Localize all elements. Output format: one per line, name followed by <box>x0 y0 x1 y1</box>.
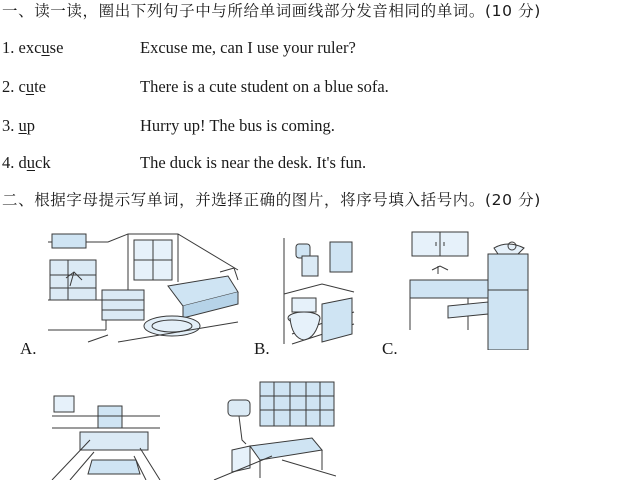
item-1-word: 1. excuse <box>2 38 64 57</box>
option-c-label: C. <box>382 339 398 358</box>
section2-heading: 二、根据字母提示写单词，并选择正确的图片，将序号填入括号内。(20 分) <box>2 191 541 209</box>
item-3-word: 3. up <box>2 116 35 135</box>
item-1-sentence: Excuse me, can I use your ruler? <box>140 38 356 57</box>
study-picture <box>212 380 336 480</box>
item-4-word: 4. duck <box>2 153 51 172</box>
kitchen-picture <box>408 230 532 350</box>
item-3-sentence: Hurry up! The bus is coming. <box>140 116 335 135</box>
bathroom-picture <box>282 234 356 346</box>
item-4-sentence: The duck is near the desk. It's fun. <box>140 153 367 172</box>
option-b-label: B. <box>254 339 270 358</box>
section1-heading: 一、读一读，圈出下列句子中与所给单词画线部分发音相同的单词。(10 分) <box>2 2 541 20</box>
bedroom-picture <box>48 230 240 345</box>
option-a-label: A. <box>20 339 37 358</box>
living-room-picture <box>50 392 162 480</box>
item-2-sentence: There is a cute student on a blue sofa. <box>140 77 389 96</box>
item-2-word: 2. cute <box>2 77 46 96</box>
